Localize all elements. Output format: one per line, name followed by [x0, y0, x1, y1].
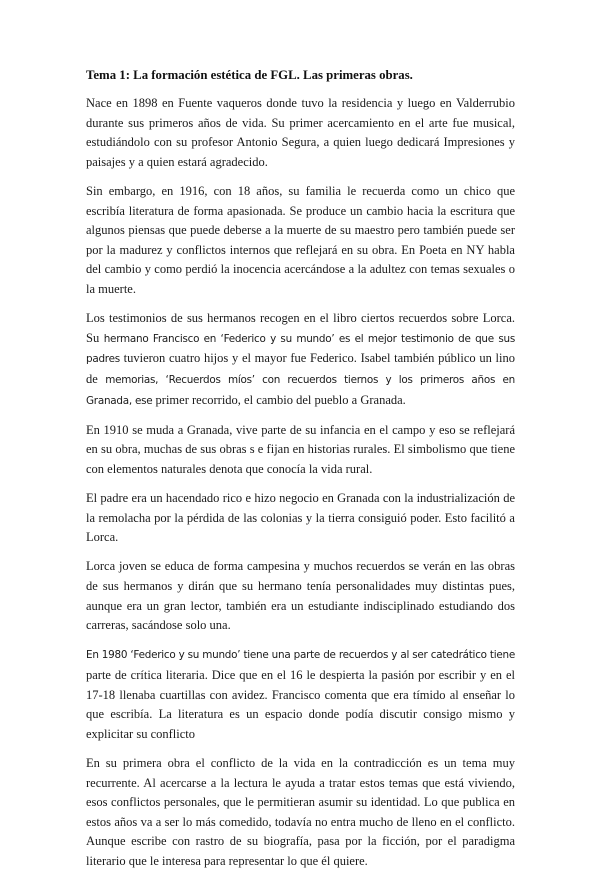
document-title: Tema 1: La formación estética de FGL. Las primeras obras. [86, 68, 413, 82]
paragraph-3-middle: tuvieron cuatro hijos y el mayor fue Federico. Isabel también público un lino de [86, 351, 515, 386]
paragraph-7-end: parte de crítica literaria. Dice que en el 16 le despierta la pasión por escribir y en el 17-18 llenaba cuartillas con avidez. Francisco comenta que era tímido al enseñar lo que escribía. La literatura es un espacio donde podía discutir consigo mismo y explicitar su conflicto [86, 668, 515, 741]
document-body [86, 66, 515, 881]
paragraph-3 [86, 309, 515, 411]
paragraph-3-alt-font-2: memorias, ‘Recuerdos míos’ con recuerdos tiernos y los primeros años en Granada, ese [86, 373, 515, 407]
paragraph-8: En su primera obra el conflicto de la vida en la contradicción es un tema muy recurrente. Al acercarse a la lectura le ayuda a tratar estos temas que está viviendo, esos conflictos personales, que le permitieran asumir su identidad. Lo que publica en estos años va a ser lo más comedido, todavía no entra mucho de lleno en el conflicto. Aunque escribe con rastro de su biografía, pasa por la ficción, por el paradigma literario que le interesa para representar lo que él quiere. [86, 755, 515, 868]
paragraph-1: Nace en 1898 en Fuente vaqueros donde tuvo la residencia y luego en Valderrubio durante sus primeros años de vida. Su primer acercamiento en el arte fue musical, estudiándolo con su profesor Antonio Segura, a quien luego dedicará Impresiones y paisajes y a quien estará agradecido. [86, 96, 515, 169]
paragraph-3-start: Los testimonios de sus hermanos recogen en el libro ciertos recuerdos sobre Lorca. Su [86, 311, 515, 345]
paragraph-7 [86, 645, 515, 744]
paragraph-3-end: primer recorrido, el cambio del pueblo a Granada. [152, 392, 406, 407]
paragraph-3-alt-font-1: hermano Francisco en ‘Federico y su mundo’ es el mejor testimonio de que sus padres [86, 332, 515, 366]
paragraph-6: Lorca joven se educa de forma campesina y muchos recuerdos se verán en las obras de sus hermanos y dirán que su hermano tenía personalidades muy distintas pues, aunque era un gran lector, también era un estudiante indisciplinado estudiando dos carreras, sacándose solo una. [86, 559, 515, 633]
paragraph-5: El padre era un hacendado rico e hizo negocio en Granada con la industrialización de la remolacha por la pérdida de las colonias y la tierra consiguió poder. Esto facilitó a Lorca. [86, 491, 515, 545]
paragraph-2: Sin embargo, en 1916, con 18 años, su familia le recuerda como un chico que escribía literatura de forma apasionada. Se produce un cambio hacia la escritura que algunos piensas que puede deberse a la muerte de su maestro pero también puede ser por la madurez y conflictos internos que reflejará en su obra. En Poeta en NY habla del cambio y como perdió la inocencia acercándose a la adultez con temas sexuales o la muerte. [86, 183, 515, 296]
paragraph-7-alt-font: En 1980 ‘Federico y su mundo’ tiene una parte de recuerdos y al ser catedrático tiene [86, 649, 515, 662]
paragraph-4: En 1910 se muda a Granada, vive parte de su infancia en el campo y eso se reflejará en su obra, muchas de sus obras s e fijan en historias rurales. El simbolismo que tiene con elementos naturales denota que conocía la vida rural. [86, 422, 515, 476]
